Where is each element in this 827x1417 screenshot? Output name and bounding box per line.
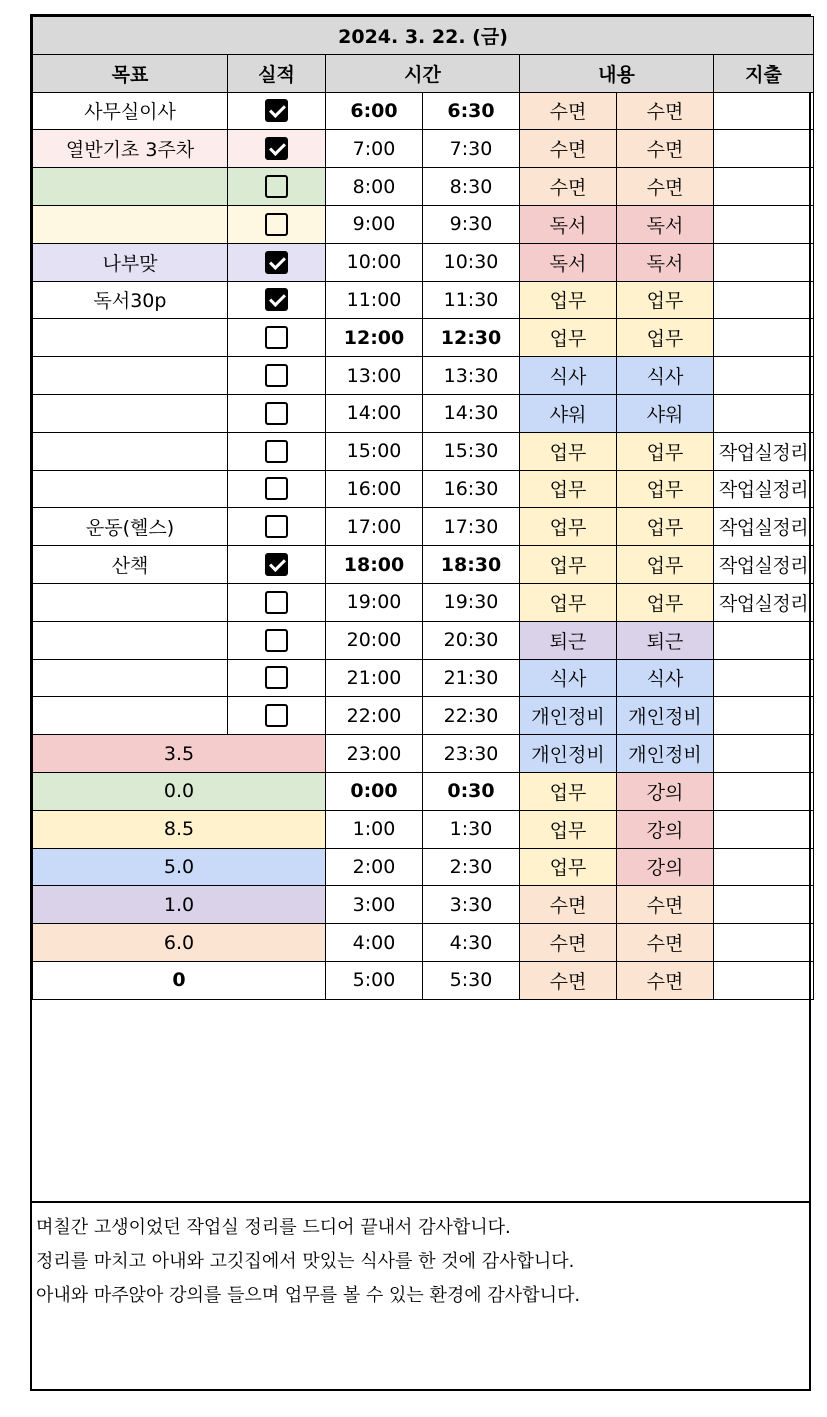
time-start-cell: 18:00	[326, 546, 423, 584]
summary-row	[33, 924, 814, 962]
time-half-cell: 22:30	[423, 697, 520, 735]
time-half-cell: 2:30	[423, 848, 520, 886]
category-total-cell: 0.0	[33, 772, 326, 810]
done-cell	[228, 243, 326, 281]
schedule-content-cell[interactable]: 식사	[617, 357, 714, 395]
goal-cell[interactable]	[33, 659, 228, 697]
done-cell	[228, 621, 326, 659]
schedule-row	[33, 508, 814, 546]
summary-row	[33, 810, 814, 848]
time-half-cell: 12:30	[423, 319, 520, 357]
time-half-cell: 20:30	[423, 621, 520, 659]
done-cell	[228, 168, 326, 206]
time-half-cell: 18:30	[423, 546, 520, 584]
done-cell	[228, 357, 326, 395]
unchecked-checkbox[interactable]	[265, 326, 288, 349]
done-cell	[228, 432, 326, 470]
unchecked-checkbox[interactable]	[265, 591, 288, 614]
schedule-row	[33, 168, 814, 206]
date-title: 2024. 3. 22. (금)	[33, 17, 814, 55]
goal-cell[interactable]	[33, 432, 228, 470]
schedule-row	[33, 130, 814, 168]
goal-cell[interactable]: 사무실이사	[33, 92, 228, 130]
schedule-content-cell[interactable]: 강의	[617, 810, 714, 848]
schedule-content-cell[interactable]: 독서	[520, 205, 617, 243]
spend-cell[interactable]	[714, 735, 814, 773]
time-start-cell: 1:00	[326, 810, 423, 848]
spend-cell[interactable]	[714, 205, 814, 243]
schedule-content-cell[interactable]: 개인정비	[617, 697, 714, 735]
gratitude-memo[interactable]	[32, 1201, 809, 1313]
schedule-row	[33, 583, 814, 621]
done-cell	[228, 394, 326, 432]
time-start-cell: 15:00	[326, 432, 423, 470]
checked-checkbox[interactable]	[265, 553, 288, 576]
time-start-cell: 6:00	[326, 92, 423, 130]
spend-cell[interactable]	[714, 621, 814, 659]
time-start-cell: 7:00	[326, 130, 423, 168]
schedule-content-cell[interactable]: 수면	[617, 168, 714, 206]
summary-row	[33, 772, 814, 810]
time-start-cell: 2:00	[326, 848, 423, 886]
category-total-cell: 1.0	[33, 886, 326, 924]
schedule-content-cell[interactable]: 강의	[617, 772, 714, 810]
schedule-content-cell[interactable]: 샤워	[617, 394, 714, 432]
time-half-cell: 16:30	[423, 470, 520, 508]
category-total-cell: 6.0	[33, 924, 326, 962]
schedule-content-cell[interactable]: 업무	[617, 508, 714, 546]
schedule-content-cell[interactable]: 수면	[520, 886, 617, 924]
schedule-content-cell[interactable]: 수면	[520, 924, 617, 962]
goal-cell[interactable]	[33, 319, 228, 357]
schedule-row	[33, 659, 814, 697]
schedule-content-cell[interactable]: 업무	[617, 281, 714, 319]
done-cell	[228, 583, 326, 621]
summary-row	[33, 961, 814, 999]
unchecked-checkbox[interactable]	[265, 666, 288, 689]
spend-cell[interactable]	[714, 961, 814, 999]
time-start-cell: 4:00	[326, 924, 423, 962]
time-start-cell: 21:00	[326, 659, 423, 697]
time-start-cell: 0:00	[326, 772, 423, 810]
header-spend: 지출	[714, 54, 814, 92]
memo-line: 아내와 마주앉아 강의를 들으며 업무를 볼 수 있는 환경에 감사합니다.	[36, 1285, 581, 1306]
header-done: 실적	[228, 54, 326, 92]
time-half-cell: 10:30	[423, 243, 520, 281]
spend-cell[interactable]	[714, 130, 814, 168]
time-half-cell: 19:30	[423, 583, 520, 621]
spend-cell[interactable]	[714, 243, 814, 281]
spend-cell[interactable]	[714, 697, 814, 735]
time-start-cell: 10:00	[326, 243, 423, 281]
unchecked-checkbox[interactable]	[265, 213, 288, 236]
schedule-content-cell[interactable]: 수면	[520, 168, 617, 206]
spend-cell[interactable]	[714, 281, 814, 319]
schedule-content-cell[interactable]: 독서	[617, 205, 714, 243]
done-cell	[228, 470, 326, 508]
time-start-cell: 23:00	[326, 735, 423, 773]
done-cell	[228, 319, 326, 357]
spend-cell[interactable]: 작업실정리	[714, 546, 814, 584]
schedule-content-cell[interactable]: 업무	[617, 546, 714, 584]
schedule-content-cell[interactable]: 식사	[617, 659, 714, 697]
goal-cell[interactable]	[33, 697, 228, 735]
daily-planner-sheet	[30, 14, 811, 1391]
schedule-content-cell[interactable]: 수면	[617, 924, 714, 962]
time-half-cell: 17:30	[423, 508, 520, 546]
summary-row	[33, 886, 814, 924]
done-cell	[228, 281, 326, 319]
goal-cell[interactable]: 산책	[33, 546, 228, 584]
schedule-content-cell[interactable]: 개인정비	[520, 735, 617, 773]
schedule-row	[33, 243, 814, 281]
done-cell	[228, 92, 326, 130]
schedule-content-cell[interactable]: 수면	[520, 92, 617, 130]
time-start-cell: 16:00	[326, 470, 423, 508]
checked-checkbox[interactable]	[265, 99, 288, 122]
time-half-cell: 5:30	[423, 961, 520, 999]
schedule-content-cell[interactable]: 수면	[520, 130, 617, 168]
goal-cell[interactable]	[33, 470, 228, 508]
schedule-content-cell[interactable]: 강의	[617, 848, 714, 886]
category-total-cell: 8.5	[33, 810, 326, 848]
schedule-content-cell[interactable]: 업무	[520, 319, 617, 357]
spend-cell[interactable]	[714, 92, 814, 130]
schedule-content-cell[interactable]: 업무	[617, 583, 714, 621]
memo-line: 정리를 마치고 아내와 고깃집에서 맛있는 식사를 한 것에 감사합니다.	[36, 1251, 575, 1272]
summary-row	[33, 735, 814, 773]
time-start-cell: 20:00	[326, 621, 423, 659]
schedule-content-cell[interactable]: 업무	[520, 546, 617, 584]
schedule-content-cell[interactable]: 업무	[520, 583, 617, 621]
unchecked-checkbox[interactable]	[265, 515, 288, 538]
done-cell	[228, 546, 326, 584]
time-half-cell: 4:30	[423, 924, 520, 962]
time-half-cell: 14:30	[423, 394, 520, 432]
schedule-content-cell[interactable]: 업무	[617, 432, 714, 470]
time-half-cell: 9:30	[423, 205, 520, 243]
time-half-cell: 7:30	[423, 130, 520, 168]
done-cell	[228, 659, 326, 697]
schedule-content-cell[interactable]: 업무	[520, 810, 617, 848]
time-start-cell: 14:00	[326, 394, 423, 432]
summary-row	[33, 848, 814, 886]
goal-cell[interactable]	[33, 168, 228, 206]
memo-line: 며칠간 고생이었던 작업실 정리를 드디어 끝내서 감사합니다.	[36, 1217, 511, 1238]
schedule-row	[33, 546, 814, 584]
done-cell	[228, 205, 326, 243]
time-half-cell: 1:30	[423, 810, 520, 848]
schedule-row	[33, 357, 814, 395]
time-half-cell: 8:30	[423, 168, 520, 206]
goal-cell[interactable]	[33, 357, 228, 395]
schedule-content-cell[interactable]: 독서	[520, 243, 617, 281]
checked-checkbox[interactable]	[265, 251, 288, 274]
schedule-content-cell[interactable]: 식사	[520, 357, 617, 395]
schedule-content-cell[interactable]: 수면	[617, 130, 714, 168]
spend-cell[interactable]	[714, 357, 814, 395]
schedule-row	[33, 281, 814, 319]
checked-checkbox[interactable]	[265, 288, 288, 311]
schedule-content-cell[interactable]: 개인정비	[617, 735, 714, 773]
spend-cell[interactable]	[714, 659, 814, 697]
schedule-content-cell[interactable]: 업무	[520, 432, 617, 470]
schedule-row	[33, 432, 814, 470]
time-start-cell: 11:00	[326, 281, 423, 319]
schedule-row	[33, 394, 814, 432]
schedule-content-cell[interactable]: 독서	[617, 243, 714, 281]
time-half-cell: 13:30	[423, 357, 520, 395]
unchecked-checkbox[interactable]	[265, 175, 288, 198]
schedule-content-cell[interactable]: 퇴근	[617, 621, 714, 659]
goal-cell[interactable]	[33, 205, 228, 243]
time-half-cell: 21:30	[423, 659, 520, 697]
schedule-content-cell[interactable]: 식사	[520, 659, 617, 697]
unchecked-checkbox[interactable]	[265, 440, 288, 463]
header-time: 시간	[326, 54, 520, 92]
spend-cell[interactable]	[714, 810, 814, 848]
spend-cell[interactable]	[714, 168, 814, 206]
spend-cell[interactable]	[714, 924, 814, 962]
goal-cell[interactable]	[33, 621, 228, 659]
spend-cell[interactable]: 작업실정리	[714, 583, 814, 621]
category-total-cell: 3.5	[33, 735, 326, 773]
goal-cell[interactable]	[33, 394, 228, 432]
spend-cell[interactable]	[714, 319, 814, 357]
goal-cell[interactable]: 열반기초 3주차	[33, 130, 228, 168]
unchecked-checkbox[interactable]	[265, 364, 288, 387]
time-half-cell: 15:30	[423, 432, 520, 470]
time-start-cell: 22:00	[326, 697, 423, 735]
schedule-content-cell[interactable]: 업무	[520, 772, 617, 810]
time-start-cell: 13:00	[326, 357, 423, 395]
time-half-cell: 23:30	[423, 735, 520, 773]
schedule-content-cell[interactable]: 업무	[520, 470, 617, 508]
schedule-content-cell[interactable]: 업무	[520, 281, 617, 319]
schedule-row	[33, 470, 814, 508]
schedule-content-cell[interactable]: 업무	[520, 848, 617, 886]
schedule-content-cell[interactable]: 업무	[617, 470, 714, 508]
schedule-content-cell[interactable]: 수면	[520, 961, 617, 999]
unchecked-checkbox[interactable]	[265, 704, 288, 727]
schedule-content-cell[interactable]: 퇴근	[520, 621, 617, 659]
spend-cell[interactable]: 작업실정리	[714, 508, 814, 546]
schedule-row	[33, 92, 814, 130]
time-start-cell: 17:00	[326, 508, 423, 546]
time-half-cell: 3:30	[423, 886, 520, 924]
schedule-content-cell[interactable]: 개인정비	[520, 697, 617, 735]
time-start-cell: 9:00	[326, 205, 423, 243]
time-start-cell: 8:00	[326, 168, 423, 206]
category-total-cell: 5.0	[33, 848, 326, 886]
spend-cell[interactable]	[714, 772, 814, 810]
schedule-content-cell[interactable]: 업무	[520, 508, 617, 546]
done-cell	[228, 130, 326, 168]
spend-cell[interactable]	[714, 886, 814, 924]
goal-cell[interactable]	[33, 583, 228, 621]
goal-cell[interactable]: 독서30p	[33, 281, 228, 319]
time-start-cell: 12:00	[326, 319, 423, 357]
unchecked-checkbox[interactable]	[265, 402, 288, 425]
schedule-row	[33, 205, 814, 243]
unchecked-checkbox[interactable]	[265, 629, 288, 652]
schedule-content-cell[interactable]: 수면	[617, 961, 714, 999]
spend-cell[interactable]	[714, 394, 814, 432]
time-start-cell: 3:00	[326, 886, 423, 924]
goal-cell[interactable]: 운동(헬스)	[33, 508, 228, 546]
schedule-content-cell[interactable]: 수면	[617, 886, 714, 924]
spend-cell[interactable]	[714, 848, 814, 886]
time-half-cell: 11:30	[423, 281, 520, 319]
time-half-cell: 6:30	[423, 92, 520, 130]
spend-cell[interactable]: 작업실정리	[714, 432, 814, 470]
goal-cell[interactable]: 나부맞	[33, 243, 228, 281]
schedule-content-cell[interactable]: 업무	[617, 319, 714, 357]
schedule-row	[33, 319, 814, 357]
category-total-cell: 0	[33, 961, 326, 999]
done-cell	[228, 508, 326, 546]
time-half-cell: 0:30	[423, 772, 520, 810]
schedule-row	[33, 621, 814, 659]
schedule-table	[32, 16, 814, 1000]
schedule-row	[33, 697, 814, 735]
time-start-cell: 19:00	[326, 583, 423, 621]
time-start-cell: 5:00	[326, 961, 423, 999]
done-cell	[228, 697, 326, 735]
schedule-content-cell[interactable]: 수면	[617, 92, 714, 130]
spend-cell[interactable]: 작업실정리	[714, 470, 814, 508]
checked-checkbox[interactable]	[265, 137, 288, 160]
header-content: 내용	[520, 54, 714, 92]
schedule-content-cell[interactable]: 샤워	[520, 394, 617, 432]
header-goal: 목표	[33, 54, 228, 92]
unchecked-checkbox[interactable]	[265, 477, 288, 500]
